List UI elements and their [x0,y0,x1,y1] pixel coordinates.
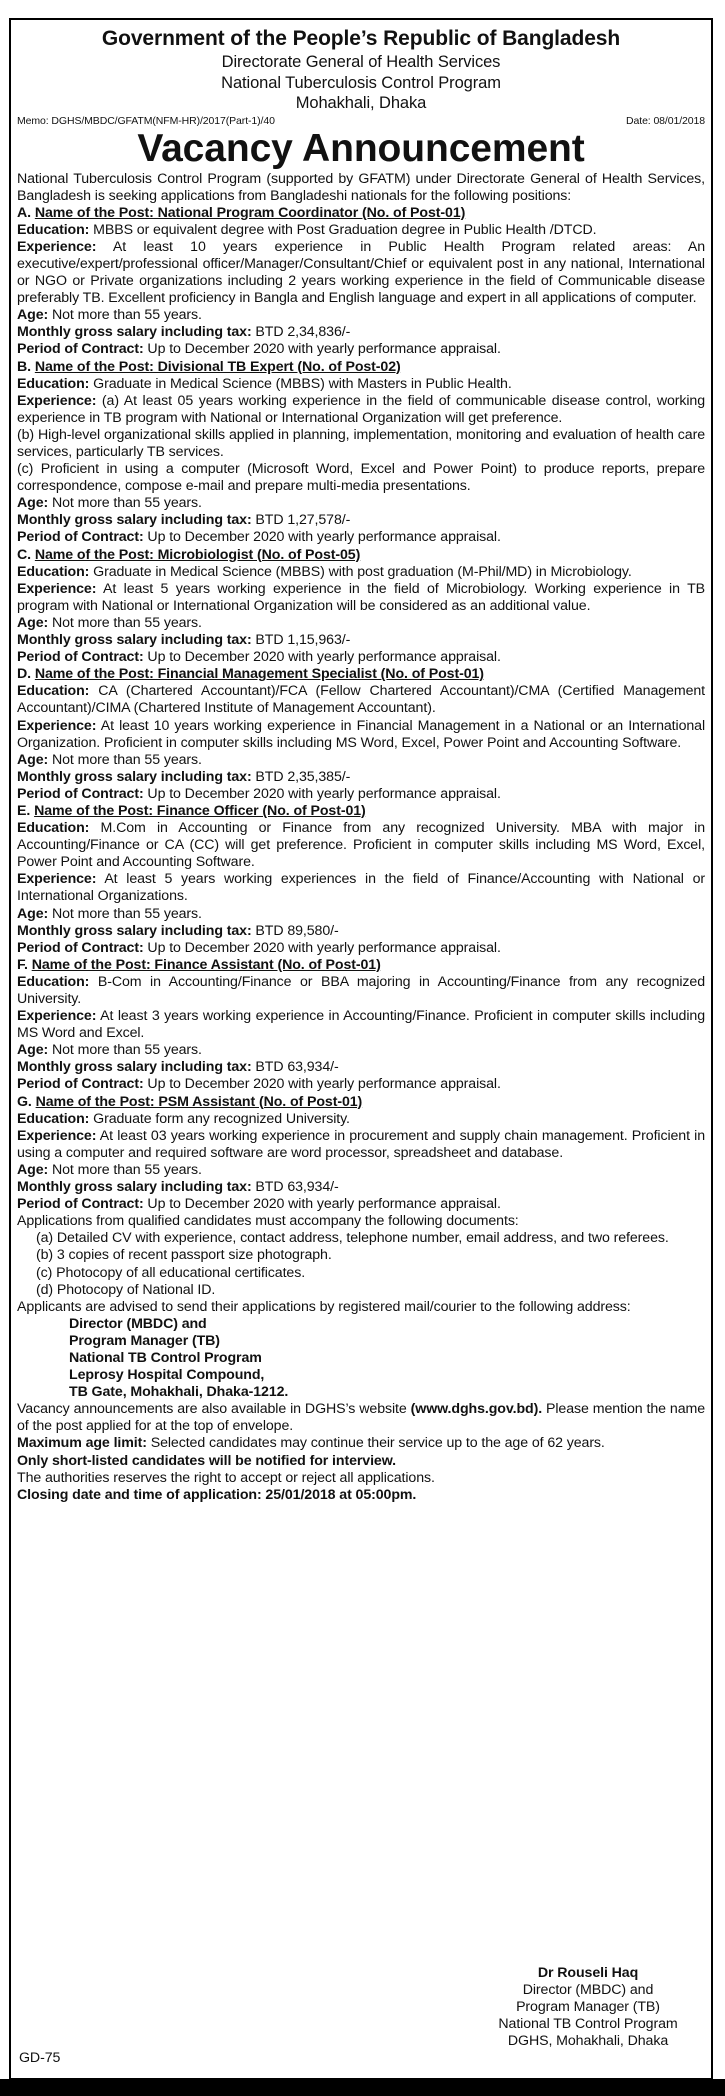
signer-line: Director (MBDC) and [522,1982,654,1999]
memo-date: Date: 08/01/2018 [626,114,705,127]
post-experience: Experience: At least 10 years working experience in Financial Management in a National or an International Organization. Proficient in computer skills including MS Word, Excel, Power Point and Accounting Software. [17,717,706,751]
post-education: Education: Graduate in Medical Science (MBBS) with Masters in Public Health. [17,375,512,392]
document-item: (b) 3 copies of recent passport size photograph. [36,1247,332,1264]
shortlist-note: Only short-listed candidates will be notified for interview. [17,1452,396,1469]
document-item: (c) Photocopy of all educational certificates. [36,1264,306,1281]
address-line: Leprosy Hospital Compound, [69,1367,265,1384]
mailing-address [17,1316,705,1401]
post-education: Education: CA (Chartered Accountant)/FCA (Fellow Chartered Accountant)/CMA (Certified Management Accountant)/CIMA (Chartered Institute of Management Accountant). [17,683,705,717]
post-heading: B. Name of the Post: Divisional TB Expert (No. of Post-02) [17,358,401,375]
max-age-note: Maximum age limit: Selected candidates may continue their service up to the age of 62 years. [17,1435,605,1452]
post-experience-item: (c) Proficient in using a computer (Microsoft Word, Excel and Power Point) to produce reports, prepare correspondence, compose e-mail and prepare multi-media presentations. [17,461,705,495]
post-contract: Period of Contract: Up to December 2020 with yearly performance appraisal. [17,785,501,802]
documents-list [17,1230,705,1298]
post-education: Education: M.Com in Accounting or Finance from any recognized University. MBA with major in Accounting/Finance or CA (CC) will get preference. Proficient in computer skills including MS Word, Excel, Power Point and Accounting Software. [17,820,706,871]
post-heading: E. Name of the Post: Finance Officer (No. of Post-01) [17,802,366,819]
post-age: Age: Not more than 55 years. [17,495,202,512]
post-experience: Experience: At least 3 years working experience in Accounting/Finance. Proficient in computer skills including MS Word and Excel. [17,1008,705,1042]
post-experience-item: (b) High-level organizational skills applied in planning, implementation, monitoring and evaluation of health care services, particularly TB services. [17,426,705,460]
location-line: Mohakhali, Dhaka [295,94,427,112]
post-experience: Experience: At least 5 years working experiences in the field of Finance/Accounting with National or International Organizations. [17,871,705,905]
post-age: Age: Not more than 55 years. [17,1042,202,1059]
post-education: Education: Graduate in Medical Science (MBBS) with post graduation (M-Phil/MD) in Microbiology. [17,563,632,580]
post-age: Age: Not more than 55 years. [17,614,202,631]
address-line: National TB Control Program [69,1349,262,1366]
post-salary: Monthly gross salary including tax: BTD 2,35,385/- [17,768,351,785]
post-salary: Monthly gross salary including tax: BTD 1,15,963/- [17,632,351,649]
post-section [17,666,705,803]
post-contract: Period of Contract: Up to December 2020 with yearly performance appraisal. [17,649,501,666]
post-experience: Experience: At least 10 years experience in Public Health Program related areas: An executive/expert/professional officer/Manager/Consultant/Chief or equivalent post in any national, International or NGO or Private organizations including 2 years working experience in the field of Communicable disease preferably TB. Excellent proficiency in Bangla and English language and expert in all applications of computer. [17,238,705,307]
signer-line: Program Manager (TB) [516,1999,660,2016]
signature-block [473,1965,703,2050]
announcement-page [9,18,713,2080]
documents-intro: Applications from qualified candidates must accompany the following documents: [17,1213,519,1230]
document-item: (d) Photocopy of National ID. [36,1281,216,1298]
post-experience: Experience: At least 5 years working experience in the field of Microbiology. Working experience in TB program with National or International Organization will be considered as an additional value. [17,580,705,614]
post-age: Age: Not more than 55 years. [17,905,202,922]
post-contract: Period of Contract: Up to December 2020 with yearly performance appraisal. [17,1196,501,1213]
post-experience: Experience: (a) At least 05 years working experience in the field of communicable disease control, working experience in TB program with National or International Organization will get preference. [17,392,706,426]
memo-row [17,114,705,129]
signer-line: DGHS, Mohakhali, Dhaka [507,2033,669,2050]
authorities-note: The authorities reserves the right to accept or reject all applications. [17,1469,435,1486]
memo-number: Memo: DGHS/MBDC/GFATM(NFM-HR)/2017(Part-1)/40 [17,114,275,127]
gd-code: GD-75 [19,2050,61,2066]
post-section [17,205,705,359]
post-age: Age: Not more than 55 years. [17,1161,202,1178]
website-link[interactable]: (www.dghs.gov.bd). [410,1401,543,1418]
post-heading: A. Name of the Post: National Program Coordinator (No. of Post-01) [17,204,466,221]
government-title: Government of the People’s Republic of Bangladesh [101,27,621,50]
post-section [17,803,705,957]
post-section [17,957,705,1094]
post-salary: Monthly gross salary including tax: BTD 89,580/- [17,922,339,939]
posts-list [17,205,705,1214]
intro-paragraph: National Tuberculosis Control Program (supported by GFATM) under Directorate General of Health Services, Bangladesh is seeking applications from Bangladeshi nationals for the following positions: [17,170,705,204]
signer-name: Dr Rouseli Haq [537,1965,639,1981]
address-line: TB Gate, Mohakhali, Dhaka-1212. [69,1384,289,1401]
post-section [17,547,705,667]
program-line: National Tuberculosis Control Program [221,73,501,92]
bottom-border-bar [0,2079,725,2096]
post-salary: Monthly gross salary including tax: BTD 2,34,836/- [17,324,351,341]
letterhead [11,20,711,114]
post-education: Education: MBBS or equivalent degree with Post Graduation degree in Public Health /DTCD. [17,221,597,238]
post-heading: C. Name of the Post: Microbiologist (No. of Post-05) [17,546,361,563]
post-age: Age: Not more than 55 years. [17,751,202,768]
signer-line: National TB Control Program [498,2016,678,2033]
post-heading: D. Name of the Post: Financial Management Specialist (No. of Post-01) [17,666,484,683]
post-contract: Period of Contract: Up to December 2020 with yearly performance appraisal. [17,1076,501,1093]
directorate-line: Directorate General of Health Services [221,53,501,71]
post-contract: Period of Contract: Up to December 2020 with yearly performance appraisal. [17,529,501,546]
website-note: Vacancy announcements are also available in DGHS’s website (www.dghs.gov.bd). Please mention the name of the post applied for at the top of envelope. [17,1401,705,1435]
post-education: Education: B-Com in Accounting/Finance or BBA majoring in Accounting/Finance from any recognized University. [17,973,705,1007]
post-salary: Monthly gross salary including tax: BTD 63,934/- [17,1059,339,1076]
post-section [17,1094,705,1214]
page-title: Vacancy Announcement [137,126,585,170]
post-heading: G. Name of the Post: PSM Assistant (No. of Post-01) [17,1093,363,1110]
address-line: Director (MBDC) and [69,1315,207,1332]
address-intro: Applicants are advised to send their applications by registered mail/courier to the following address: [17,1298,631,1315]
closing-date: Closing date and time of application: 25/01/2018 at 05:00pm. [17,1486,417,1503]
post-experience: Experience: At least 03 years working experience in procurement and supply chain management. Proficient in using a computer and required software are word processor, spreadsheet and database. [17,1127,705,1161]
post-salary: Monthly gross salary including tax: BTD 63,934/- [17,1179,339,1196]
post-contract: Period of Contract: Up to December 2020 with yearly performance appraisal. [17,341,501,358]
post-section [17,359,705,547]
post-contract: Period of Contract: Up to December 2020 with yearly performance appraisal. [17,939,501,956]
post-salary: Monthly gross salary including tax: BTD 1,27,578/- [17,512,351,529]
post-age: Age: Not more than 55 years. [17,307,202,324]
announcement-body [11,171,711,1504]
address-line: Program Manager (TB) [69,1332,220,1349]
document-item: (a) Detailed CV with experience, contact address, telephone number, email address, and two referees. [36,1230,669,1247]
post-education: Education: Graduate form any recognized University. [17,1110,350,1127]
post-heading: F. Name of the Post: Finance Assistant (No. of Post-01) [17,956,381,973]
